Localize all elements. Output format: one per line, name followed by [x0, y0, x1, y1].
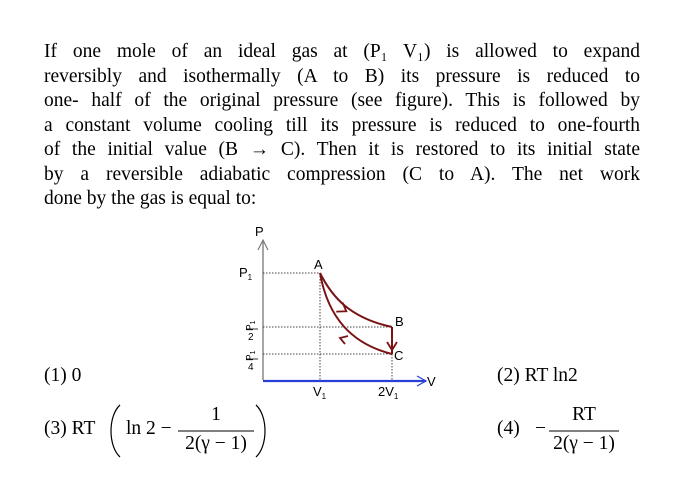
question-line: one- half of the original pressure (see figure). This is followed by	[44, 90, 640, 111]
option-3-numerator: 1	[211, 404, 221, 425]
p1-label: $P_1$	[239, 265, 253, 282]
svg-text:P1: $P_1$	[245, 320, 257, 331]
volume-axis-label: V	[427, 374, 436, 389]
svg-text:P1: $P_1$	[245, 350, 257, 361]
point-c-label: C	[394, 348, 404, 363]
option-1[interactable]: (1) 0	[44, 365, 82, 386]
question-line: reversibly and isothermally (A to B) its pressure is reduced to	[44, 65, 640, 87]
isothermal-curve-ab	[320, 273, 392, 327]
option-3-prefix[interactable]: (3) RT	[44, 418, 96, 439]
question-line: done by the gas is equal to:	[44, 188, 257, 209]
question-line: by a reversible adiabatic compression (C to A). The net work	[44, 163, 640, 185]
option-3-ln: ln 2 −	[126, 418, 172, 439]
v2-label: $2V_1$	[378, 384, 399, 401]
option-2[interactable]: (2) RT ln2	[497, 365, 578, 386]
opt3-right-paren	[256, 405, 265, 457]
question-line: a constant volume cooling till its pressure is reduced to one-fourth	[44, 114, 640, 136]
option-4-numerator: RT	[572, 404, 596, 425]
option-4-denominator: 2(γ − 1)	[553, 433, 615, 454]
option-4-prefix[interactable]: (4)	[497, 418, 520, 439]
pressure-axis-label: P	[255, 224, 264, 239]
point-b-label: B	[395, 314, 404, 329]
question-line: If one mole of an ideal gas at (P₁ V₁) is allowed to expand	[44, 41, 640, 62]
p-quarter-denominator: 4	[248, 362, 254, 373]
arrow-ca	[340, 336, 348, 344]
arrow-ab	[336, 303, 349, 317]
option-4-minus: −	[535, 418, 546, 439]
opt3-left-paren	[111, 405, 120, 457]
v1-label: $V_1$	[313, 384, 327, 401]
question-line: of the initial value (B → C). Then it is restored to its initial state	[44, 139, 640, 160]
p-half-denominator: 2	[248, 332, 254, 343]
option-3-denominator: 2(γ − 1)	[185, 433, 247, 454]
point-a-label: A	[314, 257, 323, 272]
